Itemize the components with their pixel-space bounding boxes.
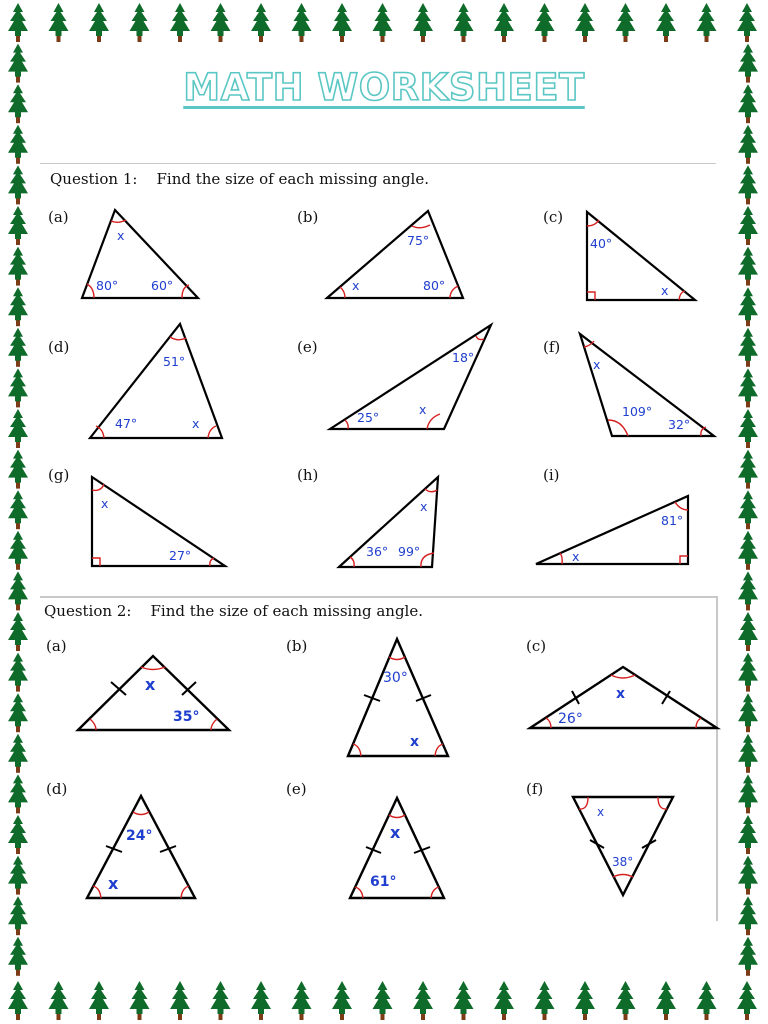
angle-arc [611, 675, 635, 678]
angle-arc [579, 797, 588, 809]
q2e-angle-left: 61° [370, 874, 397, 890]
q2b-angle-right: x [410, 734, 420, 750]
triangle-q2-d [87, 796, 195, 898]
q1-label-h: (h) [297, 466, 319, 484]
angle-arc [546, 718, 551, 728]
q2e-angle-top: x [390, 823, 401, 842]
q1b-angle-right: 80° [423, 278, 446, 293]
tick-mark [590, 840, 604, 848]
q1i-angle-left: x [572, 549, 580, 564]
q2c-angle-top: x [616, 686, 626, 702]
angle-arc [658, 797, 667, 809]
angle-arc [355, 887, 363, 898]
q2-label-c: (c) [526, 637, 547, 655]
q1b-angle-left: x [352, 278, 360, 293]
q1-label-i: (i) [543, 466, 560, 484]
q1d-angle-top: 51° [163, 354, 186, 369]
q2-label-a: (a) [46, 637, 67, 655]
question1-heading: Question 1: Find the size of each missing angle. [50, 170, 429, 188]
angle-arc [141, 667, 165, 670]
q2-label-e: (e) [286, 780, 307, 798]
q1a-angle-left: 80° [96, 278, 119, 293]
q2-label-b: (b) [286, 637, 308, 655]
q1g-angle-right: 27° [169, 548, 192, 563]
q1e-angle-left: 25° [357, 410, 380, 425]
q1f-angle-right: 32° [668, 417, 691, 432]
q1h-angle-left: 36° [366, 544, 389, 559]
q1g-angle-top: x [101, 496, 109, 511]
angle-arc [431, 887, 439, 898]
q2-label-f: (f) [526, 780, 544, 798]
q2a-angle-right: 35° [173, 709, 200, 725]
q2f-angle-top: x [597, 805, 605, 819]
tick-mark [642, 840, 656, 848]
q2b-angle-top: 30° [383, 670, 408, 686]
question2-heading: Question 2: Find the size of each missing angle. [44, 602, 423, 620]
tick-mark [182, 682, 196, 695]
angle-arc [211, 719, 217, 730]
q1-label-e: (e) [297, 338, 318, 356]
q1a-angle-right: 60° [151, 278, 174, 293]
q1f-angle-top: x [593, 357, 601, 372]
q2-label-d: (d) [46, 780, 68, 798]
q1e-angle-bottom: x [419, 402, 427, 417]
q2c-angle-left: 26° [558, 711, 583, 727]
angle-arc [389, 815, 405, 818]
q1h-angle-top: x [420, 499, 428, 514]
q1c-angle-top: 40° [590, 236, 613, 251]
q1d-angle-right: x [192, 416, 200, 431]
q1-label-g: (g) [48, 466, 70, 484]
angle-arc [613, 875, 633, 878]
q1i-angle-top: 81° [661, 513, 684, 528]
q2f-angle-bottom: 38° [612, 855, 634, 869]
angle-arc [389, 657, 405, 660]
triangle-q2-f [573, 797, 673, 895]
page-title: MATH WORKSHEET [183, 66, 585, 109]
angle-arc [181, 886, 189, 898]
q1-label-b: (b) [297, 208, 319, 226]
q1-label-f: (f) [543, 338, 561, 356]
angle-arc [133, 812, 149, 815]
q1-label-c: (c) [543, 208, 564, 226]
q1e-angle-top: 18° [452, 350, 475, 365]
angle-arc [435, 744, 443, 756]
q1a-angle-top: x [117, 228, 125, 243]
q2d-angle-left: x [108, 874, 119, 893]
angle-arc [93, 886, 101, 898]
q1-label-d: (d) [48, 338, 70, 356]
q1-label-a: (a) [48, 208, 69, 226]
q2d-angle-top: 24° [126, 828, 153, 844]
triangle-q2-b [348, 639, 448, 756]
q1b-angle-top: 75° [407, 233, 430, 248]
angle-arc [90, 719, 96, 730]
angle-arc [353, 744, 361, 756]
q2a-angle-top: x [145, 675, 156, 694]
q1h-angle-bottom: 99° [398, 544, 421, 559]
q1d-angle-left: 47° [115, 416, 138, 431]
angle-arc [696, 718, 701, 728]
q1c-angle-right: x [661, 283, 669, 298]
q1f-angle-left: 109° [622, 404, 653, 419]
